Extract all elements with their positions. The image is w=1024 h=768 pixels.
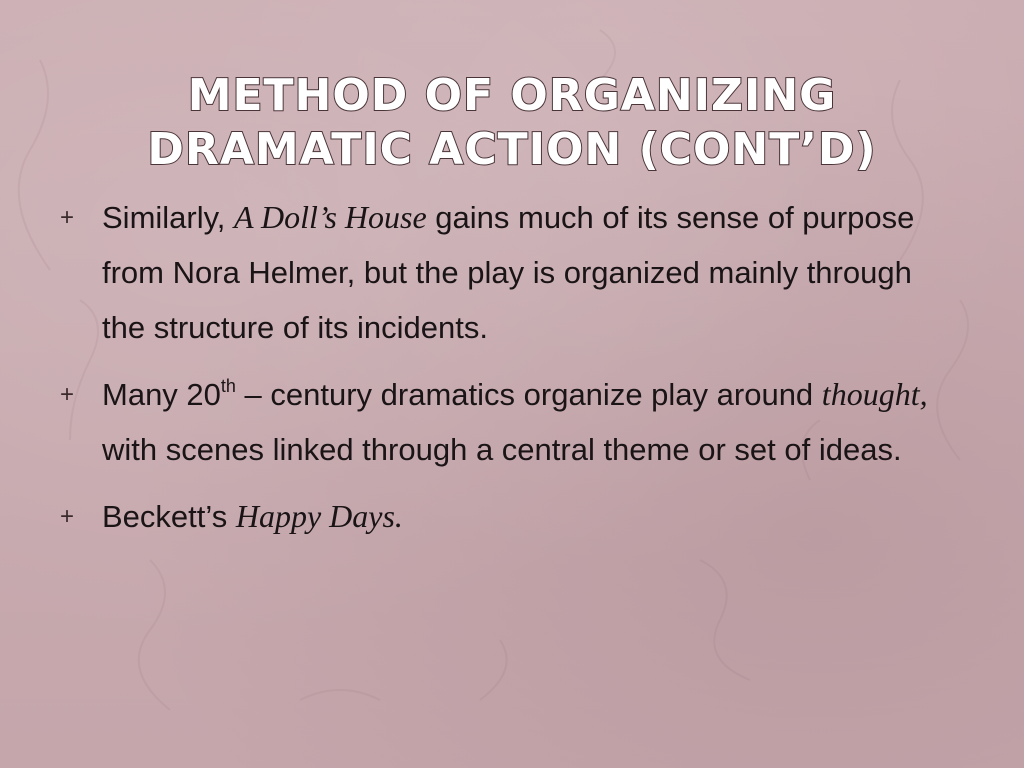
plus-bullet-icon: + (60, 204, 75, 231)
bullet-2-text-c: with scenes linked through a central theme or set of ideas. (102, 432, 902, 467)
bullet-list (60, 190, 960, 556)
slide-title (40, 69, 984, 177)
bullet-item-20th-century (60, 367, 960, 477)
plus-bullet-icon: + (60, 381, 75, 408)
bullet-1-text-b: gains much of its sense of purpose from Nora Helmer, but the play is organized mainly through the structure of its incidents. (102, 200, 915, 345)
bullet-2-italic-thought: thought, (821, 376, 928, 412)
bullet-2-text-b: – century dramatics organize play around (235, 377, 822, 412)
bullet-3-text-a: Beckett’s (102, 499, 236, 534)
title-line-1: METHOD OF ORGANIZING (187, 70, 837, 122)
title-line-2: DRAMATIC ACTION (CONT’D) (147, 124, 877, 176)
bullet-1-text-a: Similarly, (102, 200, 235, 235)
plus-bullet-icon: + (60, 503, 75, 530)
bullet-2-superscript: th (220, 375, 236, 396)
bullet-item-happy-days (60, 489, 960, 544)
bullet-1-play-title: A Doll’s House (234, 199, 427, 235)
bullet-3-play-title: Happy Days. (235, 498, 403, 534)
bullet-item-dolls-house (60, 190, 960, 355)
bullet-2-text-a: Many 20 (102, 377, 221, 412)
